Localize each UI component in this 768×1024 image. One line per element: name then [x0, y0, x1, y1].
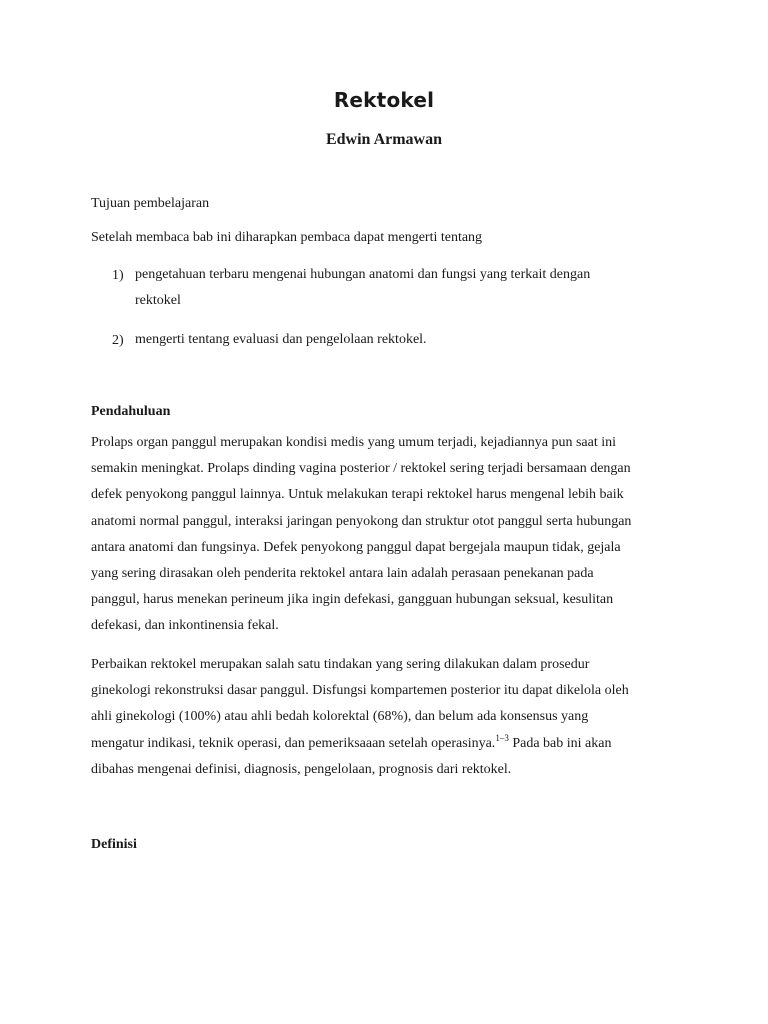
paragraph-line: antara anatomi dan fungsinya. Defek penyokong panggul dapat bergejala maupun tidak, gejala — [91, 539, 621, 555]
objective-number: 2) — [112, 333, 124, 348]
objectives-intro: Setelah membaca bab ini diharapkan pembaca dapat mengerti tentang — [91, 230, 483, 245]
paragraph-line: dibahas mengenai definisi, diagnosis, pengelolaan, prognosis dari rektokel. — [91, 761, 512, 777]
objective-item — [135, 327, 655, 353]
paragraph-line: ginekologi rekonstruksi dasar panggul. Disfungsi kompartemen posterior itu dapat dikelola oleh — [91, 683, 629, 699]
paragraph-line-with-citation — [91, 731, 681, 757]
paragraph-line: Perbaikan rektokel merupakan salah satu tindakan yang sering dilakukan dalam prosedur — [91, 657, 590, 672]
paragraph-line: defekasi, dan inkontinensia fekal. — [91, 618, 279, 634]
paragraph-line: defek penyokong panggul lainnya. Untuk melakukan terapi rektokel harus mengenal lebih baik — [91, 487, 624, 503]
document-title: Rektokel — [333, 88, 435, 112]
paragraph-text: Pada bab ini akan — [508, 735, 612, 751]
objective-number: 1) — [112, 268, 124, 283]
paragraph-line: ahli ginekologi (100%) atau ahli bedah kolorektal (68%), dan belum ada konsensus yang — [91, 709, 589, 725]
citation-superscript: 1–3 — [495, 732, 509, 743]
section-heading-definisi: Definisi — [91, 837, 137, 852]
paragraph-perbaikan — [91, 652, 681, 783]
section-heading-pendahuluan: Pendahuluan — [91, 404, 171, 419]
objective-line: mengerti tentang evaluasi dan pengelolaan rektokel. — [135, 332, 427, 347]
author-name: Edwin Armawan — [325, 131, 443, 148]
paragraph-text: mengatur indikasi, teknik operasi, dan pemeriksaaan setelah operasinya. — [91, 735, 496, 751]
paragraph-line: anatomi normal panggul, interaksi jaringan penyokong dan struktur otot panggul serta hubungan — [91, 513, 632, 529]
paragraph-line: panggul, harus menekan perineum jika ingin defekasi, gangguan hubungan seksual, kesulitan — [91, 592, 614, 608]
paragraph-line: Prolaps organ panggul merupakan kondisi medis yang umum terjadi, kejadiannya pun saat ini — [91, 435, 617, 450]
paragraph-pendahuluan — [91, 430, 681, 640]
objective-item — [135, 262, 655, 314]
objective-line: pengetahuan terbaru mengenai hubungan anatomi dan fungsi yang terkait dengan — [135, 267, 591, 282]
paragraph-line: semakin meningkat. Prolaps dinding vagina posterior / rektokel sering terjadi bersamaan dengan — [91, 461, 631, 477]
paragraph-line: yang sering dirasakan oleh penderita rektokel antara lain adalah perasaan penekanan pada — [91, 566, 594, 582]
objective-line: rektokel — [135, 293, 181, 308]
objectives-heading: Tujuan pembelajaran — [91, 196, 210, 211]
